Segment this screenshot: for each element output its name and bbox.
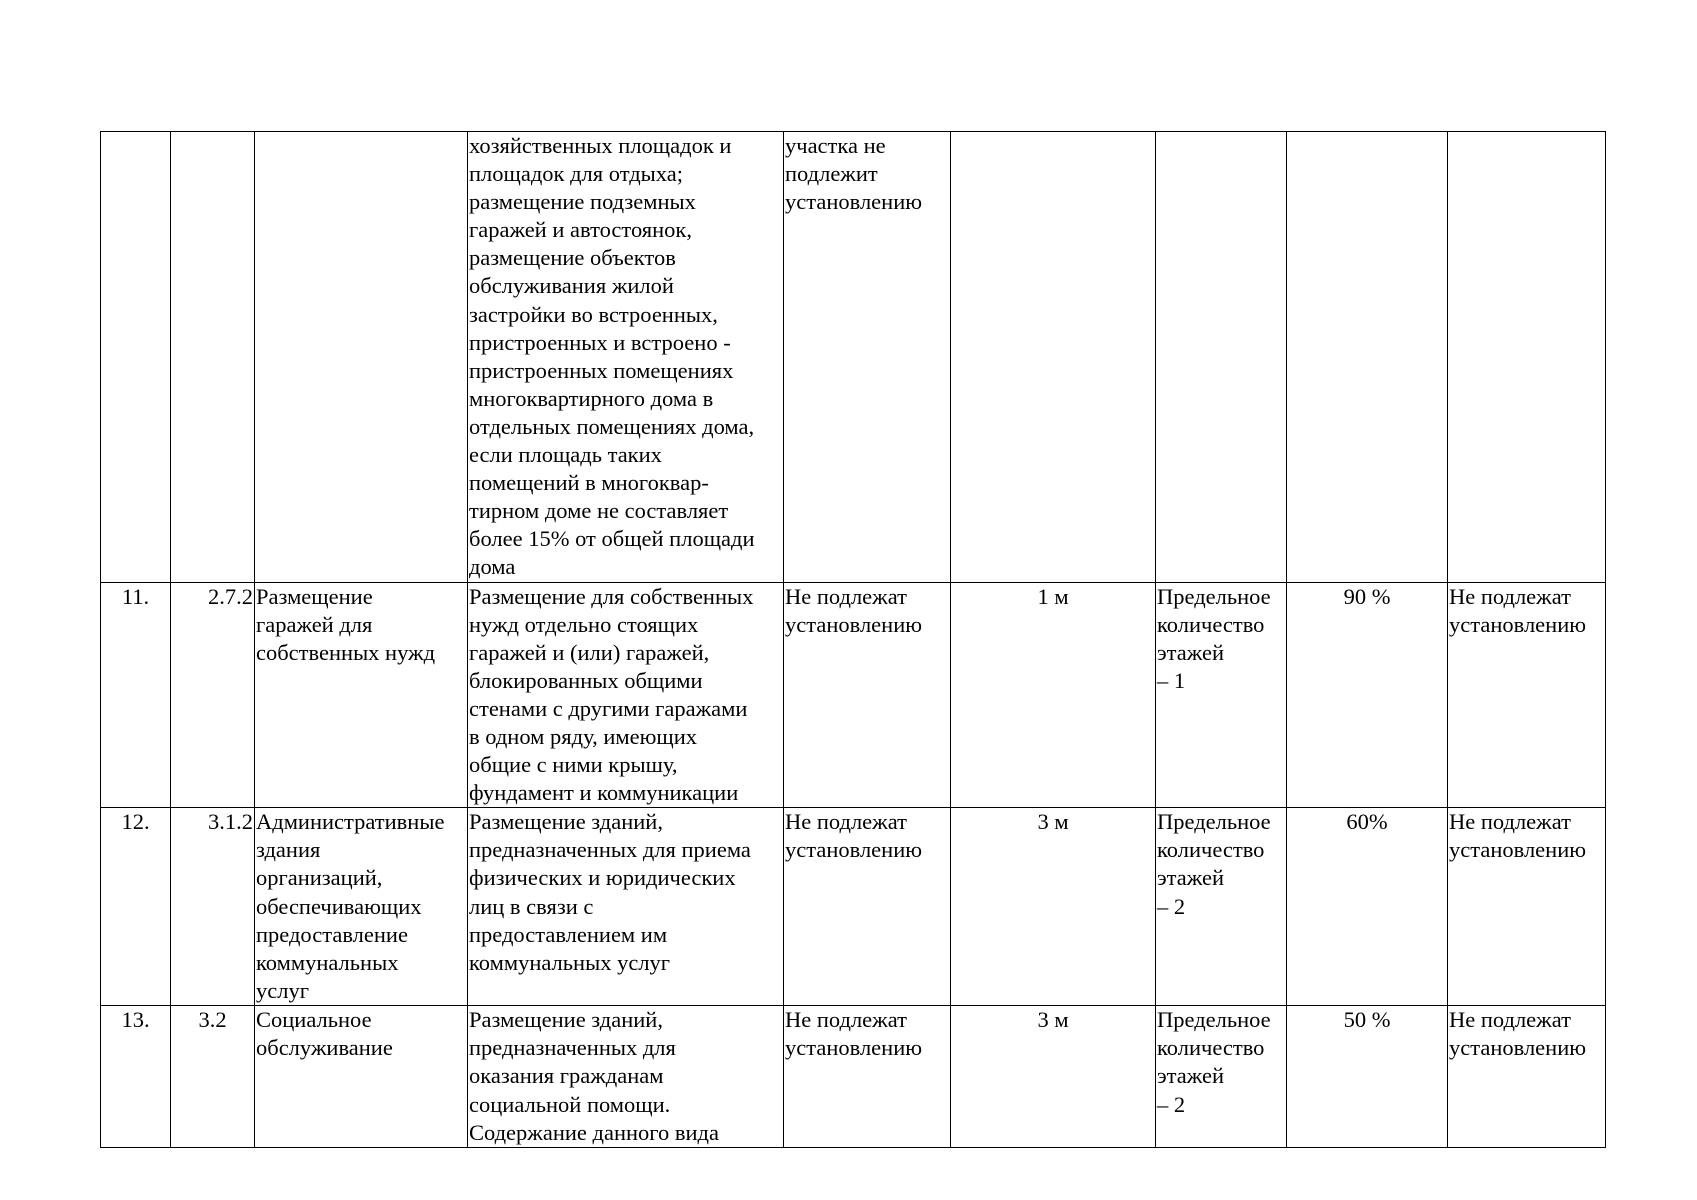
coverage-cell — [1287, 132, 1448, 583]
use-name-cell — [255, 132, 468, 583]
use-description-cell: Размещение для собственных нужд отдельно стоящих гаражей и (или) гаражей, блокированных общими стенами с другими гаражами в одном ряду, имеющих общие с ними крышу, фундамент и коммуникации — [468, 582, 784, 808]
setback-cell: 1 м — [951, 582, 1156, 808]
other-params-cell — [1448, 132, 1606, 583]
row-number-cell: 11. — [101, 582, 171, 808]
coverage-cell: 90 % — [1287, 582, 1448, 808]
setback-cell: 3 м — [951, 1006, 1156, 1147]
floors-cell: Предельное количество этажей – 2 — [1156, 1006, 1287, 1147]
coverage-cell: 60% — [1287, 808, 1448, 1006]
floors-cell: Предельное количество этажей – 1 — [1156, 582, 1287, 808]
use-code-cell: 3.2 — [171, 1006, 255, 1147]
other-params-cell: Не подлежат установлению — [1448, 582, 1606, 808]
use-name-cell: Социальное обслуживание — [255, 1006, 468, 1147]
setback-cell: 3 м — [951, 808, 1156, 1006]
floors-cell — [1156, 132, 1287, 583]
coverage-cell: 50 % — [1287, 1006, 1448, 1147]
table-row — [101, 132, 1606, 583]
use-code-cell: 2.7.2 — [171, 582, 255, 808]
table-row — [101, 808, 1606, 1006]
row-number-cell — [101, 132, 171, 583]
use-description-cell: Размещение зданий, предназначенных для приема физических и юридических лиц в связи с предоставлением им коммунальных услуг — [468, 808, 784, 1006]
plot-area-cell: Не подлежат установлению — [784, 1006, 951, 1147]
table-row — [101, 582, 1606, 808]
use-description-cell: Размещение зданий, предназначенных для оказания гражданам социальной помощи. Содержание данного вида — [468, 1006, 784, 1147]
other-params-cell: Не подлежат установлению — [1448, 1006, 1606, 1147]
floors-cell: Предельное количество этажей – 2 — [1156, 808, 1287, 1006]
other-params-cell: Не подлежат установлению — [1448, 808, 1606, 1006]
plot-area-cell: участка не подлежит установлению — [784, 132, 951, 583]
table-row — [101, 1006, 1606, 1147]
plot-area-cell: Не подлежат установлению — [784, 582, 951, 808]
plot-area-cell: Не подлежат установлению — [784, 808, 951, 1006]
use-name-cell: Административные здания организаций, обеспечивающих предоставление коммунальных услуг — [255, 808, 468, 1006]
use-name-cell: Размещение гаражей для собственных нужд — [255, 582, 468, 808]
row-number-cell: 13. — [101, 1006, 171, 1147]
row-number-cell: 12. — [101, 808, 171, 1006]
setback-cell — [951, 132, 1156, 583]
use-code-cell — [171, 132, 255, 583]
land-use-regulations-table — [100, 131, 1606, 1148]
use-description-cell: хозяйственных площадок и площадок для отдыха; размещение подземных гаражей и автостоянок, размещение объектов обслуживания жилой застройки во встроенных, пристроенных и встроено - пристроенных помещениях многоквартирного дома в отдельных помещениях дома, если площадь таких помещений в многоквар- тирном доме не составляет более 15% от общей площади дома — [468, 132, 784, 583]
use-code-cell: 3.1.2 — [171, 808, 255, 1006]
